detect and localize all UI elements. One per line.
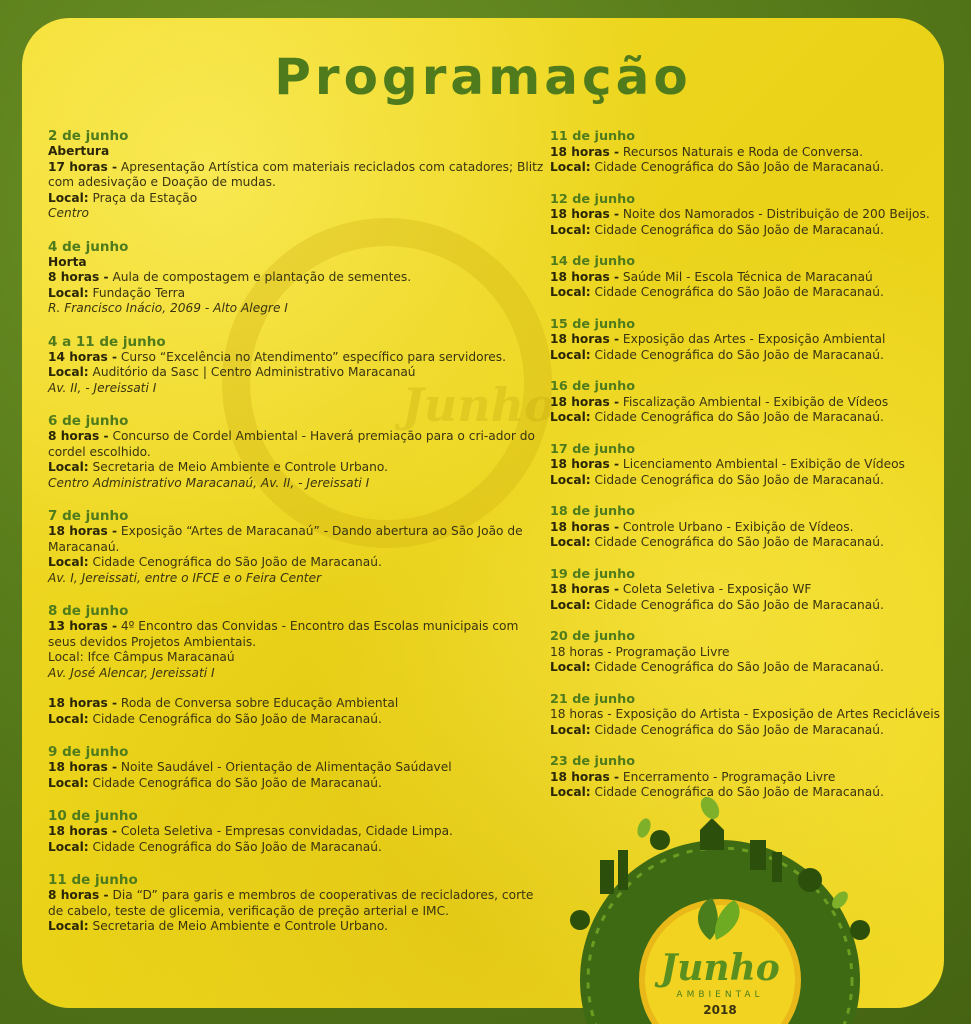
event-text: Cidade Cenográfica do São João de Maracanaú. (88, 775, 382, 790)
schedule-event (550, 504, 940, 551)
schedule-column-right (550, 129, 940, 817)
event-time: 18 horas - (48, 824, 118, 838)
event-line (550, 285, 940, 301)
event-date: 4 de junho (48, 238, 129, 255)
schedule-event (550, 379, 940, 426)
event-date: 14 de junho (550, 254, 636, 269)
schedule-event (550, 692, 940, 739)
event-line (48, 191, 548, 207)
event-text: Coleta Seletiva - Exposição WF (619, 582, 812, 596)
event-line (48, 286, 548, 302)
event-text: 4º Encontro das Convidas - Encontro das Escolas municipais com seus devidos Projetos Ambientais. (48, 619, 519, 649)
event-date: 11 de junho (550, 129, 636, 144)
event-time: 18 horas - (550, 582, 620, 596)
event-text: Cidade Cenográfica do São João de Maracanaú. (590, 222, 884, 237)
event-line (48, 760, 548, 776)
event-date: 18 de junho (550, 504, 636, 519)
event-address: Av. II, - Jereissati I (48, 380, 157, 395)
event-line (550, 582, 940, 598)
event-time: 18 horas - (550, 144, 620, 159)
event-line (48, 555, 548, 571)
schedule-event (48, 239, 548, 317)
event-line (550, 645, 940, 661)
event-location-label: Local: (48, 365, 89, 379)
event-location-label: Local: (48, 839, 89, 854)
event-location-label: Local: (550, 535, 591, 549)
event-line (550, 145, 940, 161)
event-location-label: Local: (550, 785, 591, 799)
schedule-event (48, 808, 548, 855)
event-line (48, 696, 548, 712)
event-location-label: Local: (550, 472, 591, 487)
event-date: 7 de junho (48, 508, 129, 524)
event-location-label: Local: (550, 222, 591, 237)
schedule-event (550, 567, 940, 614)
event-line (550, 223, 940, 239)
event-location-label: Local: (48, 460, 89, 474)
event-time: 18 horas - (48, 760, 118, 774)
event-line (48, 824, 548, 840)
event-address: Av. I, Jereissati, entre o IFCE e o Feira Center (48, 570, 322, 585)
schedule-event (48, 696, 548, 727)
event-date: 19 de junho (550, 566, 636, 582)
event-address: Av. José Alencar, Jereissati I (48, 665, 215, 680)
event-date: 2 de junho (48, 128, 129, 144)
event-date: 20 de junho (550, 629, 636, 644)
event-line (550, 270, 940, 286)
event-time: 18 horas - (48, 696, 118, 710)
event-subtitle: Horta (48, 254, 87, 269)
event-time: 18 horas - (550, 394, 620, 409)
event-text: Praça da Estação (88, 190, 198, 205)
schedule-event (48, 413, 548, 491)
event-location-label: Local: (48, 711, 89, 726)
event-line (48, 429, 548, 460)
event-text: Fundação Terra (88, 285, 186, 300)
event-line (48, 160, 548, 191)
event-time: 18 horas - (550, 332, 620, 346)
event-time: 18 horas - (48, 524, 118, 538)
event-text: Cidade Cenográfica do São João de Maracanaú. (590, 160, 884, 174)
schedule-event (48, 508, 548, 586)
event-text: Cidade Cenográfica do São João de Maracanaú. (590, 535, 884, 549)
event-time: 13 horas - (48, 619, 118, 633)
event-line (550, 707, 940, 723)
schedule-event (550, 317, 940, 364)
event-date: 12 de junho (550, 191, 636, 207)
event-text: Local: Ifce Câmpus Maracanaú (48, 650, 235, 664)
event-location-label: Local: (550, 160, 591, 174)
event-time: 18 horas - (550, 769, 620, 784)
event-line (48, 460, 548, 476)
event-text: Encerramento - Programação Livre (619, 769, 836, 784)
junho-ambiental-logo (560, 790, 880, 1024)
schedule-event (48, 872, 548, 935)
event-line (48, 524, 548, 555)
event-line (48, 919, 548, 935)
schedule-event (48, 128, 548, 222)
logo-word: Junho (660, 947, 780, 989)
event-line (48, 840, 548, 856)
event-text: Cidade Cenográfica do São João de Maracanaú. (590, 347, 884, 362)
event-date: 16 de junho (550, 379, 636, 394)
schedule-event (48, 334, 548, 397)
watermark-logo-text: Junho (402, 378, 555, 432)
event-time: 8 horas - (48, 429, 109, 443)
schedule-event (48, 603, 548, 681)
event-line (550, 457, 940, 473)
event-text: Dia “D” para garis e membros de cooperativas de recicladores, corte de cabelo, teste de glicemia, verificação de preção arterial e IMC. (48, 888, 534, 918)
event-address: R. Francisco Inácio, 2069 - Alto Alegre I (48, 301, 288, 315)
event-line (550, 395, 940, 411)
event-text: Cidade Cenográfica do São João de Maracanaú. (590, 597, 884, 612)
event-line (48, 650, 548, 666)
event-time: 18 horas - (550, 457, 620, 471)
event-address: Centro (48, 206, 89, 220)
event-text: Aula de compostagem e plantação de sementes. (108, 270, 412, 284)
event-text: Cidade Cenográfica do São João de Maracanaú. (590, 285, 884, 299)
event-time: 14 horas - (48, 349, 118, 364)
event-time: 18 horas - (550, 207, 620, 221)
event-line (48, 776, 548, 792)
event-date: 6 de junho (48, 413, 129, 429)
schedule-event (48, 744, 548, 791)
schedule-event (550, 442, 940, 489)
event-text: Cidade Cenográfica do São João de Maracanaú. (590, 660, 884, 674)
event-location-label: Local: (48, 555, 89, 569)
event-line (550, 770, 940, 786)
event-text: Cidade Cenográfica do São João de Maracanaú. (590, 722, 884, 737)
event-time: 17 horas - (48, 159, 118, 174)
event-line (48, 350, 548, 366)
event-location-label: Local: (550, 597, 591, 612)
schedule-event (550, 629, 940, 676)
event-address: Centro Administrativo Maracanaú, Av. II, - Jereissati I (48, 475, 370, 490)
event-text: Apresentação Artística com materiais reciclados com catadores; Blitz com adesivação e Doação de mudas. (48, 159, 544, 189)
event-location-label: Local: (48, 775, 89, 790)
event-line (48, 888, 548, 919)
event-location-label: Local: (550, 347, 591, 362)
event-text: 18 horas - Programação Livre (550, 644, 730, 659)
schedule-event (550, 192, 940, 239)
event-date: 17 de junho (550, 441, 636, 457)
event-date: 10 de junho (48, 808, 138, 824)
event-text: Secretaria de Meio Ambiente e Controle Urbano. (88, 919, 388, 933)
event-location-label: Local: (48, 190, 89, 205)
event-text: Cidade Cenográfica do São João de Maracanaú. (590, 472, 884, 487)
event-location-label: Local: (550, 722, 591, 737)
event-line (48, 619, 548, 650)
logo-year: 2018 (703, 1003, 737, 1017)
event-line (550, 723, 940, 739)
schedule-event (550, 129, 940, 176)
event-date: 15 de junho (550, 316, 636, 332)
event-text: Roda de Conversa sobre Educação Ambiental (117, 696, 399, 710)
event-time: 8 horas - (48, 270, 109, 284)
event-time: 18 horas - (550, 269, 620, 284)
event-line (550, 332, 940, 348)
event-text: Saúde Mil - Escola Técnica de Maracanaú (619, 269, 873, 284)
event-line (48, 270, 548, 286)
event-text: Secretaria de Meio Ambiente e Controle Urbano. (88, 460, 388, 474)
event-text: Controle Urbano - Exibição de Vídeos. (619, 519, 854, 534)
event-date: 8 de junho (48, 603, 129, 619)
event-line (550, 410, 940, 426)
event-line (550, 598, 940, 614)
event-text: Cidade Cenográfica do São João de Maracanaú. (590, 410, 884, 424)
event-line (550, 160, 940, 176)
event-location-label: Local: (550, 285, 591, 299)
event-time: 8 horas - (48, 888, 109, 902)
event-line (550, 207, 940, 223)
event-text: Concurso de Cordel Ambiental - Haverá premiação para o cri-ador do cordel escolhido. (48, 429, 535, 459)
event-text: Cidade Cenográfica do São João de Maracanaú. (88, 839, 382, 854)
event-text: Auditório da Sasc | Centro Administrativo Maracanaú (88, 365, 416, 379)
event-time: 18 horas - (550, 519, 620, 534)
page-title: Programação (274, 48, 692, 106)
event-text: Curso “Excelência no Atendimento” específico para servidores. (117, 349, 507, 364)
event-text: Cidade Cenográfica do São João de Maracanaú. (88, 555, 382, 569)
event-date: 9 de junho (48, 744, 129, 760)
event-text: Licenciamento Ambiental - Exibição de Vídeos (619, 457, 905, 471)
event-date: 21 de junho (550, 691, 636, 707)
event-location-label: Local: (550, 660, 591, 674)
event-text: Fiscalização Ambiental - Exibição de Vídeos (619, 394, 889, 409)
event-date: 11 de junho (48, 872, 138, 888)
event-location-label: Local: (48, 285, 89, 300)
event-text: Cidade Cenográfica do São João de Maracanaú. (590, 785, 884, 799)
event-line (550, 348, 940, 364)
event-line (550, 535, 940, 551)
event-line (550, 660, 940, 676)
event-text: Cidade Cenográfica do São João de Maracanaú. (88, 711, 382, 726)
schedule-column-left (48, 128, 548, 952)
event-date: 4 a 11 de junho (48, 333, 166, 350)
event-date: 23 de junho (550, 754, 636, 769)
schedule-event (550, 254, 940, 301)
event-text: Exposição das Artes - Exposição Ambiental (619, 332, 886, 346)
event-line (48, 365, 548, 381)
event-line (550, 520, 940, 536)
logo-subtitle: AMBIENTAL (676, 990, 764, 1000)
event-text: 18 horas - Exposição do Artista - Exposição de Artes Recicláveis (550, 707, 941, 721)
event-location-label: Local: (48, 919, 89, 933)
event-line (48, 712, 548, 728)
event-line (550, 473, 940, 489)
event-text: Coleta Seletiva - Empresas convidadas, Cidade Limpa. (117, 824, 453, 838)
event-subtitle: Abertura (48, 144, 110, 158)
event-text: Recursos Naturais e Roda de Conversa. (619, 144, 864, 159)
event-location-label: Local: (550, 410, 591, 424)
event-text: Exposição “Artes de Maracanaú” - Dando abertura ao São João de Maracanaú. (48, 524, 523, 554)
event-text: Noite dos Namorados - Distribuição de 200 Beijos. (619, 207, 930, 221)
event-text: Noite Saudável - Orientação de Alimentação Saúdavel (117, 760, 452, 774)
